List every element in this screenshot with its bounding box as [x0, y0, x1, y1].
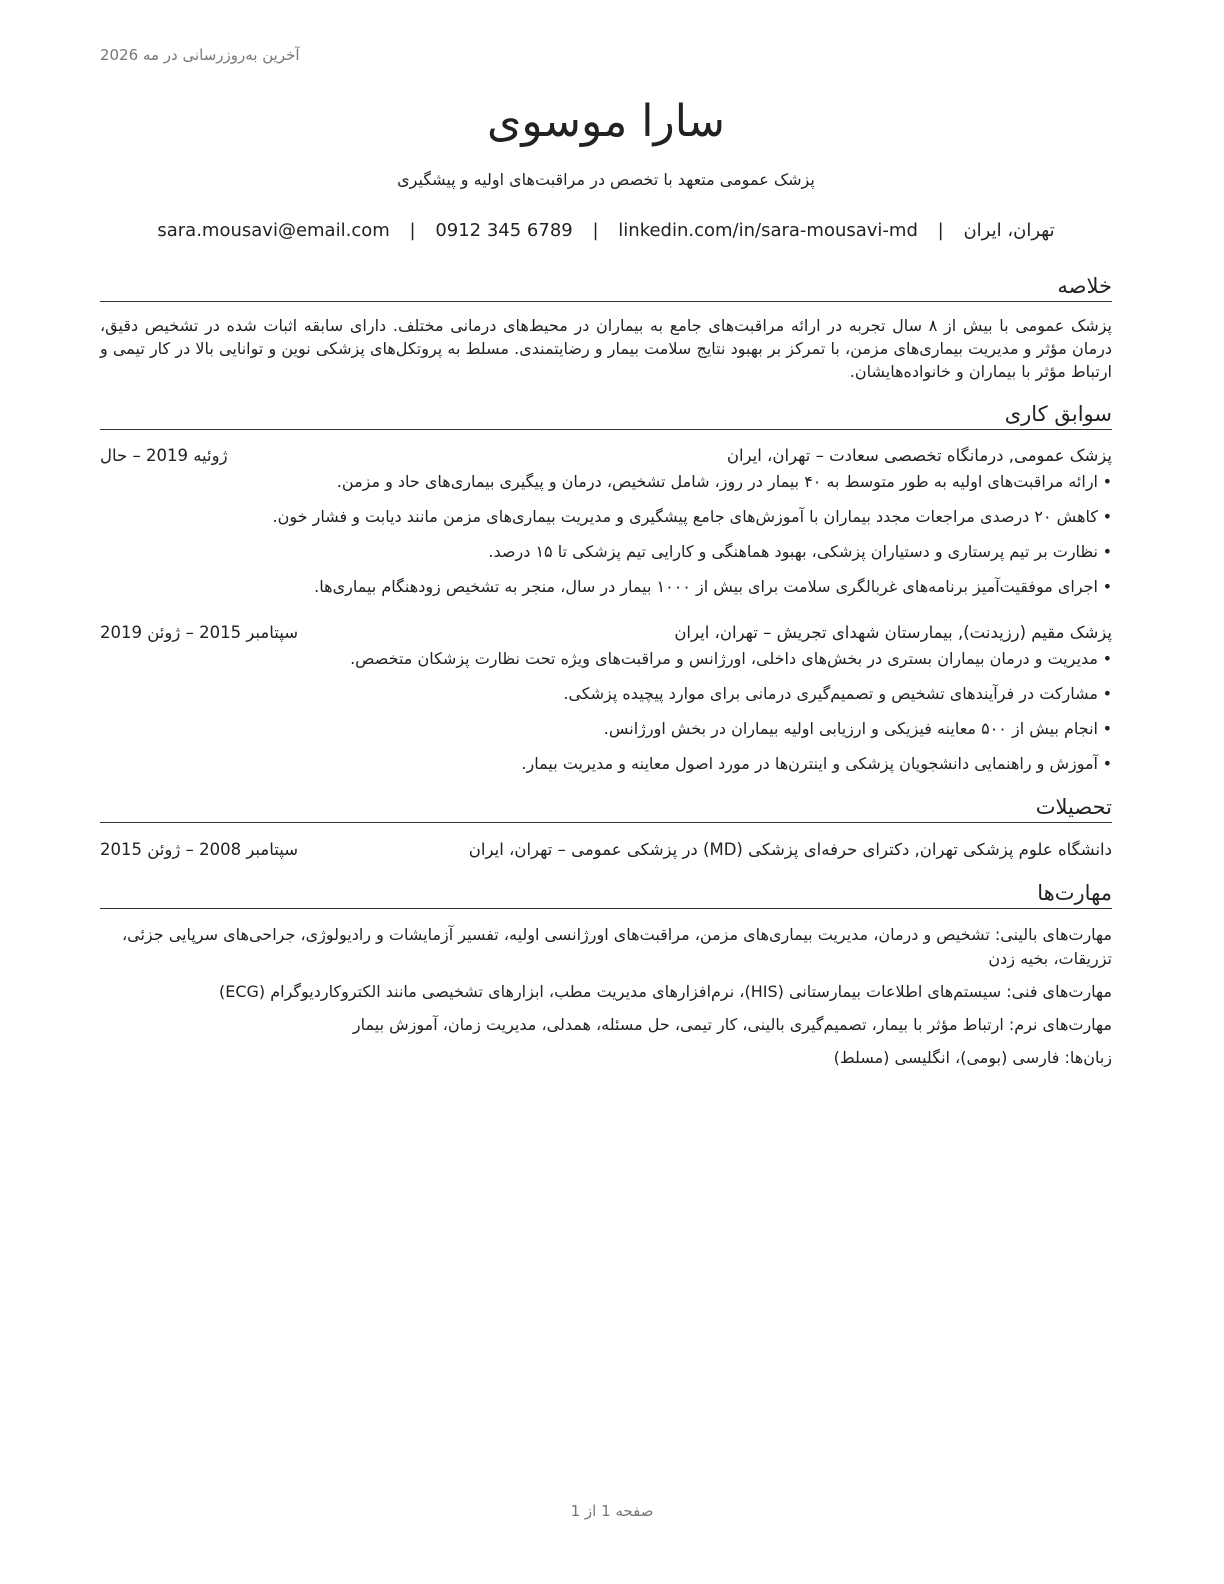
summary-text: پزشک عمومی با بیش از ۸ سال تجربه در ارائه مراقبت‌های جامع به بیماران در محیط‌های درمانی مختلف. دارای سابقه اثبات شده در تشخیص دقیق، درمان مؤثر و مدیریت بیماری‌های مزمن، با تمرکز بر بهبود نتایج سلامت بیمار و رضایتمندی. مسلط به پروتکل‌های پزشکی نوین و توانایی بالا در کار تیمی و ارتباط مؤثر با بیماران و خانواده‌هایشان.: [100, 316, 1112, 381]
job-dates: سپتامبر 2015 – ژوئن 2019: [100, 623, 299, 642]
job-bullet: • ارائه مراقبت‌های اولیه به طور متوسط به ۴۰ بیمار در روز، شامل تشخیص، درمان و پیگیری بیماری‌های حاد و مزمن.: [100, 470, 1112, 494]
skill-item: مهارت‌های نرم: ارتباط مؤثر با بیمار، تصمیم‌گیری بالینی، کار تیمی، حل مسئله، همدلی، مدیریت زمان، آموزش بیمار: [352, 1015, 1112, 1034]
job-entry: [100, 621, 1112, 776]
experience-heading: سوابق کاری: [100, 401, 1112, 430]
education-section: [100, 794, 1112, 862]
job-bullet: • مشارکت در فرآیندهای تشخیص و تصمیم‌گیری درمانی برای موارد پیچیده پزشکی.: [100, 682, 1112, 706]
skills-heading: مهارت‌ها: [100, 880, 1112, 909]
job-header: [100, 621, 1112, 645]
contact-separator: |: [592, 220, 599, 241]
education-dates: سپتامبر 2008 – ژوئن 2015: [100, 840, 299, 859]
job-entry: [100, 444, 1112, 599]
contact-email[interactable]: sara.mousavi@email.com: [157, 220, 390, 241]
tagline: پزشک عمومی متعهد با تخصص در مراقبت‌های اولیه و پیشگیری: [397, 170, 815, 189]
skill-item: مهارت‌های فنی: سیستم‌های اطلاعات بیمارستانی (HIS)، نرم‌افزارهای مدیریت مطب، ابزارهای تشخیصی مانند الکتروکاردیوگرام (ECG): [218, 982, 1112, 1001]
job-bullet: • اجرای موفقیت‌آمیز برنامه‌های غربالگری سلامت برای بیش از ۱۰۰۰ بیمار در سال، منجر به تشخیص زودهنگام بیماری‌ها.: [100, 575, 1112, 599]
job-header: [100, 444, 1112, 468]
skill-item: مهارت‌های بالینی: تشخیص و درمان، مدیریت بیماری‌های مزمن، مراقبت‌های اورژانسی اولیه، تفسیر آزمایشات و رادیولوژی، جراحی‌های سرپایی جزئی، تزریقات، بخیه زدن: [121, 925, 1112, 968]
last-updated-note: آخرین به‌روزرسانی در مه 2026: [100, 46, 300, 64]
education-degree: دانشگاه علوم پزشکی تهران, دکترای حرفه‌ای پزشکی (MD) در پزشکی عمومی – تهران، ایران: [468, 840, 1112, 859]
skills-section: [100, 880, 1112, 1070]
job-dates: ژوئیه 2019 – حال: [100, 446, 228, 465]
job-bullet: • کاهش ۲۰ درصدی مراجعات مجدد بیماران با آموزش‌های جامع پیشگیری و مدیریت بیماری‌های مزمن مانند دیابت و فشار خون.: [100, 505, 1112, 529]
candidate-name: سارا موسوی: [486, 96, 726, 147]
contact-phone[interactable]: 0912 345 6789: [435, 220, 573, 241]
job-bullet: • نظارت بر تیم پرستاری و دستیاران پزشکی، بهبود هماهنگی و کارایی تیم پزشکی تا ۱۵ درصد.: [100, 540, 1112, 564]
summary-heading: خلاصه: [100, 273, 1112, 302]
job-bullet: • انجام بیش از ۵۰۰ معاینه فیزیکی و ارزیابی اولیه بیماران در بخش اورژانس.: [100, 717, 1112, 741]
contact-separator: |: [409, 220, 416, 241]
job-title: پزشک مقیم (رزیدنت), بیمارستان شهدای تجریش – تهران، ایران: [674, 623, 1112, 642]
contact-line: [100, 219, 1112, 243]
experience-section: [100, 401, 1112, 776]
education-heading: تحصیلات: [100, 794, 1112, 823]
job-bullet: • مدیریت و درمان بیماران بستری در بخش‌های داخلی، اورژانس و مراقبت‌های ویژه تحت نظارت پزشکان متخصص.: [100, 647, 1112, 671]
contact-separator: |: [937, 220, 944, 241]
skills-list: [100, 923, 1112, 1070]
job-bullets: [100, 470, 1112, 599]
job-bullet: • آموزش و راهنمایی دانشجویان پزشکی و اینترن‌ها در مورد اصول معاینه و مدیریت بیمار.: [100, 752, 1112, 776]
resume-page: [100, 90, 1112, 1070]
job-bullets: [100, 647, 1112, 776]
skill-item: زبان‌ها: فارسی (بومی)، انگلیسی (مسلط): [833, 1048, 1112, 1067]
page-number: صفحه 1 از 1: [570, 1502, 654, 1520]
education-entry: [100, 838, 1112, 862]
contact-linkedin[interactable]: linkedin.com/in/sara-mousavi-md: [618, 220, 918, 241]
contact-location: تهران، ایران: [963, 220, 1055, 241]
job-title: پزشک عمومی, درمانگاه تخصصی سعادت – تهران، ایران: [726, 446, 1112, 465]
summary-section: [100, 273, 1112, 383]
